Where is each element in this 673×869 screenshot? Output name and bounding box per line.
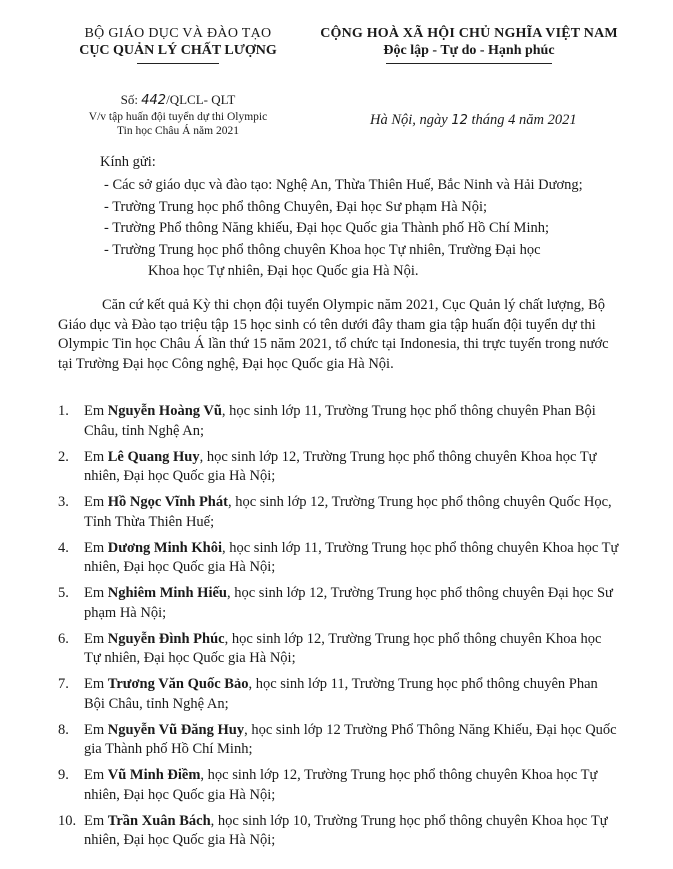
student-prefix: Em <box>84 494 108 510</box>
subject-line: Tin học Châu Á năm 2021 <box>117 125 239 137</box>
recipient-item <box>104 197 624 219</box>
student-number: 1. <box>58 403 69 419</box>
student-prefix: Em <box>84 721 108 738</box>
document-number-prefix: Số: <box>120 92 142 107</box>
student-name: Nguyễn Đình Phúc <box>107 630 225 647</box>
student-number: 10. <box>58 812 77 829</box>
student-item <box>58 630 620 669</box>
national-motto: Độc lập - Tự do - Hạnh phúc <box>383 43 555 58</box>
issuer-header <box>58 26 298 64</box>
recipient-text: - Trường Trung học phổ thông Chuyên, Đại học Sư phạm Hà Nội; <box>104 198 488 215</box>
recipient-item <box>104 175 624 197</box>
student-details: , học sinh lớp 12, Trường Trung học phổ thông chuyên Đại học Sư phạm Hà Nội; <box>84 585 613 621</box>
student-prefix: Em <box>84 767 108 783</box>
recipient-item <box>104 240 624 283</box>
student-prefix: Em <box>84 812 108 829</box>
student-number: 2. <box>58 448 69 465</box>
student-entry <box>84 721 620 760</box>
recipient-text: - Trường Phổ thông Năng khiếu, Đại học Quốc gia Thành phố Hồ Chí Minh; <box>104 220 550 236</box>
student-entry <box>84 493 620 532</box>
student-details: , học sinh lớp 12, Trường Trung học phổ thông chuyên Khoa học Tự nhiên, Đại học Quốc gia Hà Nội; <box>84 448 597 484</box>
student-entry <box>84 584 620 623</box>
student-number: 6. <box>58 630 69 647</box>
student-name: Nguyễn Hoàng Vũ <box>107 403 222 419</box>
recipient-text-continued: Khoa học Tự nhiên, Đại học Quốc gia Hà Nội. <box>148 263 419 279</box>
student-details: , học sinh lớp 12 Trường Phổ Thông Năng Khiếu, Đại học Quốc gia Thành phố Hồ Chí Minh; <box>84 721 617 757</box>
student-prefix: Em <box>84 630 108 647</box>
date-day-handwritten: 12 <box>451 113 468 128</box>
student-item <box>58 539 620 578</box>
student-item <box>58 584 620 623</box>
document-number <box>58 92 298 108</box>
student-entry <box>84 675 620 714</box>
student-number: 8. <box>58 721 69 738</box>
document-number-handwritten: 442 <box>141 93 167 108</box>
student-entry <box>84 630 620 669</box>
student-item <box>58 448 620 487</box>
student-prefix: Em <box>84 676 108 692</box>
student-number: 5. <box>58 585 69 601</box>
student-details: , học sinh lớp 12, Trường Trung học phổ thông chuyên Quốc Học, Tỉnh Thừa Thiên Huế; <box>84 494 612 530</box>
recipient-text: - Trường Trung học phổ thông chuyên Khoa học Tự nhiên, Trường Đại học <box>104 241 541 258</box>
student-item <box>58 721 620 760</box>
document-subject <box>58 110 298 138</box>
student-list <box>58 402 620 857</box>
student-name: Trương Văn Quốc Bảo <box>107 676 249 692</box>
recipient-list <box>104 175 624 283</box>
student-entry <box>84 766 620 805</box>
student-entry <box>84 448 620 487</box>
student-details: , học sinh lớp 12, Trường Trung học phổ thông chuyên Khoa học Tự nhiên, Đại học Quốc gia Hà Nội; <box>84 767 598 803</box>
date-prefix: Hà Nội, ngày <box>370 112 452 128</box>
student-details: , học sinh lớp 11, Trường Trung học phổ thông chuyên Phan Bội Châu, tỉnh Nghệ An; <box>84 403 596 439</box>
student-details: , học sinh lớp 12, Trường Trung học phổ thông chuyên Khoa học Tự nhiên, Đại học Quốc gia Hà Nội; <box>84 630 602 666</box>
student-number: 9. <box>58 767 69 783</box>
student-item <box>58 675 620 714</box>
greeting: Kính gửi: <box>100 154 156 170</box>
student-details: , học sinh lớp 11, Trường Trung học phổ thông chuyên Phan Bội Châu, tỉnh Nghệ An; <box>84 676 598 712</box>
document-date <box>370 112 577 129</box>
recipient-item <box>104 218 624 240</box>
student-number: 7. <box>58 676 69 692</box>
student-details: , học sinh lớp 11, Trường Trung học phổ thông chuyên Khoa học Tự nhiên, Đại học Quốc gia Hà Nội; <box>84 539 619 575</box>
student-prefix: Em <box>84 448 108 465</box>
student-number: 3. <box>58 494 69 510</box>
motto-underline <box>386 63 552 64</box>
student-entry <box>84 539 620 578</box>
ministry-name: BỘ GIÁO DỤC VÀ ĐÀO TẠO <box>84 26 272 41</box>
recipient-text: - Các sở giáo dục và đào tạo: Nghệ An, Thừa Thiên Huế, Bắc Ninh và Hải Dương; <box>104 177 583 193</box>
document-number-suffix: /QLCL- QLT <box>166 92 236 107</box>
student-prefix: Em <box>84 403 108 419</box>
subject-line: V/v tập huấn đội tuyển dự thi Olympic <box>88 111 268 123</box>
student-item <box>58 402 620 441</box>
student-name: Nghiêm Minh Hiếu <box>107 585 227 601</box>
student-name: Vũ Minh Điềm <box>107 767 201 783</box>
nation-name: CỘNG HOÀ XÃ HỘI CHỦ NGHĨA VIỆT NAM <box>320 26 618 41</box>
student-number: 4. <box>58 539 69 556</box>
intro-paragraph: Căn cứ kết quả Kỳ thi chọn đội tuyển Olympic năm 2021, Cục Quản lý chất lượng, Bộ Giáo dục và Đào tạo triệu tập 15 học sinh có tên dưới đây tham gia tập huấn đội tuyển dự thi Olympic Tin học Châu Á lần thứ 15 năm 2021, tổ chức tại Indonesia, thi trực tuyến trong nước tại Trường Đại học Công nghệ, Đại học Quốc gia Hà Nội. <box>58 297 609 372</box>
date-suffix: tháng 4 năm 2021 <box>467 112 577 128</box>
student-name: Dương Minh Khôi <box>107 539 222 556</box>
student-details: , học sinh lớp 10, Trường Trung học phổ thông chuyên Khoa học Tự nhiên, Đại học Quốc gia Hà Nội; <box>84 812 608 848</box>
student-entry <box>84 812 620 851</box>
student-item <box>58 766 620 805</box>
student-prefix: Em <box>84 539 108 556</box>
issuer-underline <box>137 63 219 64</box>
student-name: Nguyễn Vũ Đăng Huy <box>107 721 245 738</box>
student-prefix: Em <box>84 585 108 601</box>
student-item <box>58 493 620 532</box>
department-name: CỤC QUẢN LÝ CHẤT LƯỢNG <box>79 43 277 58</box>
student-name: Hồ Ngọc Vĩnh Phát <box>107 494 228 510</box>
student-entry <box>84 402 620 441</box>
student-item <box>58 812 620 851</box>
student-name: Trần Xuân Bách <box>107 812 211 829</box>
national-header <box>316 26 622 64</box>
student-name: Lê Quang Huy <box>107 448 200 465</box>
